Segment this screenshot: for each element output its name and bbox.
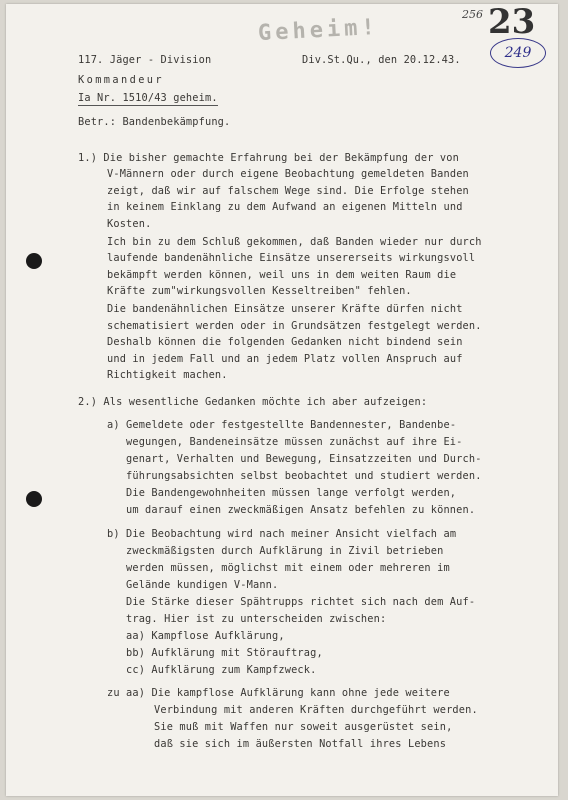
body-line: trag. Hier ist zu unterscheiden zwischen: — [126, 613, 387, 625]
body-line: Die Stärke dieser Spähtrupps richtet sich nach dem Auf- — [126, 596, 476, 608]
body-line: Kräfte zum"wirkungsvollen Kesseltreiben" fehlen. — [107, 285, 412, 297]
body-line: daß sie sich im äußersten Notfall ihres Lebens — [154, 738, 447, 750]
body-line: bb) Aufklärung mit Störauftrag, — [126, 647, 323, 659]
body-line: zweckmäßigsten durch Aufklärung in Zivil betrieben — [126, 545, 444, 557]
body-line: wegungen, Bandeneinsätze müssen zunächst auf ihre Ei- — [126, 436, 463, 448]
body-line: werden müssen, möglichst mit einem oder mehreren im — [126, 562, 450, 574]
punch-hole-icon — [26, 491, 42, 507]
body-line: genart, Verhalten und Bewegung, Einsatzzeiten und Durch- — [126, 453, 482, 465]
body-line: Sie muß mit Waffen nur soweit ausgerüstet sein, — [154, 721, 453, 733]
body-line: Die bandenähnlichen Einsätze unserer Kräfte dürfen nicht — [107, 303, 463, 315]
document-page — [6, 4, 558, 796]
body-line: Verbindung mit anderen Kräften durchgeführt werden. — [154, 704, 478, 716]
body-line: Kosten. — [107, 218, 152, 230]
circled-number: 249 — [490, 38, 546, 68]
header-subject: Betr.: Bandenbekämpfung. — [78, 116, 231, 128]
body-line: zu aa) Die kampflose Aufklärung kann ohne jede weitere — [107, 687, 450, 699]
body-line: Richtigkeit machen. — [107, 369, 228, 381]
body-line: bekämpft werden können, weil uns in dem weiten Raum die — [107, 269, 457, 281]
body-line: 1.) Die bisher gemachte Erfahrung bei der Bekämpfung der von — [78, 152, 459, 164]
body-line: um darauf einen zweckmäßigen Ansatz befehlen zu können. — [126, 504, 476, 516]
body-line: Ich bin zu dem Schluß gekommen, daß Banden wieder nur durch — [107, 236, 482, 248]
body-line: in keinem Einklang zu dem Aufwand an eigenen Mitteln und — [107, 201, 463, 213]
body-line: a) Gemeldete oder festgestellte Bandennester, Bandenbe- — [107, 419, 457, 431]
body-line: führungsabsichten selbst beobachtet und studiert werden. — [126, 470, 482, 482]
body-line: schematisiert werden oder in Grundsätzen festgelegt werden. — [107, 320, 482, 332]
body-line: zeigt, daß wir auf falschem Wege sind. Die Erfolge stehen — [107, 185, 469, 197]
body-line: V-Männern oder durch eigene Beobachtung gemeldeten Banden — [107, 168, 469, 180]
header-reference: Ia Nr. 1510/43 geheim. — [78, 92, 218, 104]
body-line: cc) Aufklärung zum Kampfzweck. — [126, 664, 317, 676]
archive-number: 256 — [462, 8, 483, 21]
page-number: 23 — [488, 4, 536, 42]
secret-stamp: Geheim! — [257, 14, 380, 47]
header-location-date: Div.St.Qu., den 20.12.43. — [302, 54, 461, 66]
body-line: Die Bandengewohnheiten müssen lange verfolgt werden, — [126, 487, 457, 499]
body-line: 2.) Als wesentliche Gedanken möchte ich aber aufzeigen: — [78, 396, 428, 408]
body-line: Gelände kundigen V-Mann. — [126, 579, 279, 591]
punch-hole-icon — [26, 253, 42, 269]
body-line: Deshalb können die folgenden Gedanken nicht bindend sein — [107, 336, 463, 348]
body-line: laufende bandenähnliche Einsätze unsererseits wirkungsvoll — [107, 252, 476, 264]
body-line: b) Die Beobachtung wird nach meiner Ansicht vielfach am — [107, 528, 457, 540]
header-commander: Kommandeur — [78, 74, 164, 86]
header-unit: 117. Jäger - Division — [78, 54, 212, 66]
body-line: und in jedem Fall und an jedem Platz vollen Anspruch auf — [107, 353, 463, 365]
body-line: aa) Kampflose Aufklärung, — [126, 630, 285, 642]
